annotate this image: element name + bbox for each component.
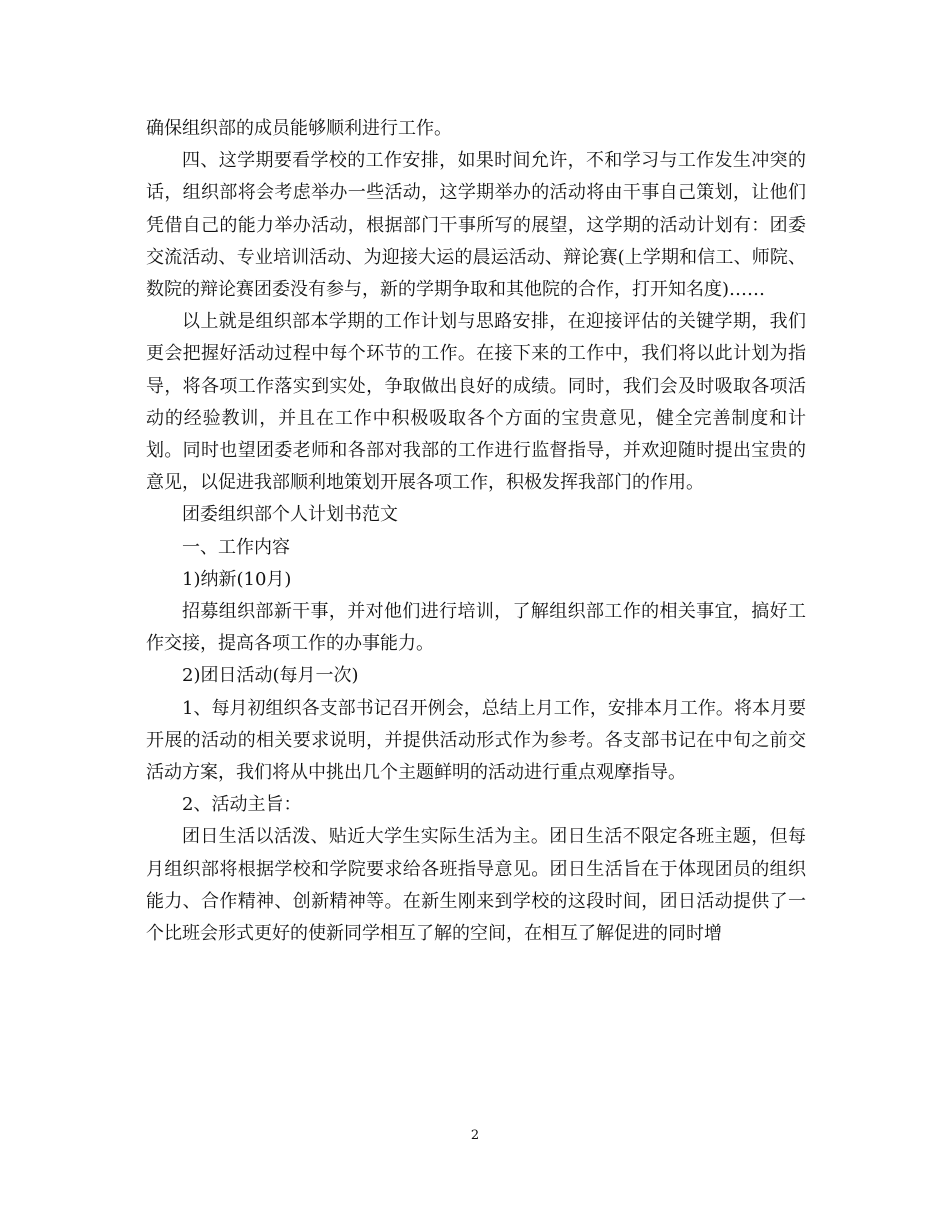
paragraph-recruitment: 招募组织部新干事，并对他们进行培训，了解组织部工作的相关事宜，搞好工作交接，提高各项工作的办事能力。 [146, 601, 806, 655]
paragraph-item-four: 四、这学期要看学校的工作安排，如果时间允许，不和学习与工作发生冲突的话，组织部将会考虑举办一些活动，这学期举办的活动将由干事自己策划，让他们凭借自己的能力举办活动，根据部门干事所写的展望，这学期的活动计划有：团委交流活动、专业培训活动、为迎接大运的晨运活动、辩论赛(上学期和信工、师院、数院的辩论赛团委没有参与，新的学期争取和其他院的合作，打开知名度)…… [146, 150, 806, 301]
subheading-recruitment: 1)纳新(10月) [182, 568, 292, 590]
paragraph-continuation: 确保组织部的成员能够顺利进行工作。 [146, 118, 452, 139]
page-number: 2 [470, 1128, 480, 1143]
heading-work-content: 一、工作内容 [182, 536, 290, 558]
paragraph-activity-purpose: 团日生活以活泼、贴近大学生实际生活为主。团日生活不限定各班主题，但每月组织部将根据学校和学院要求给各班指导意见。团日生活旨在于体现团员的组织能力、合作精神、创新精神等。在新生刚来到学校的这段时间，团日活动提供了一个比班会形式更好的使新同学相互了解的空间，在相互了解促进的同时增 [146, 826, 806, 945]
document-body [146, 113, 806, 950]
subheading-activity-purpose: 2、活动主旨： [182, 794, 302, 816]
section-title: 团委组织部个人计划书范文 [182, 504, 398, 526]
subheading-league-day: 2)团日活动(每月一次) [182, 665, 359, 687]
paragraph-summary: 以上就是组织部本学期的工作计划与思路安排，在迎接评估的关键学期，我们更会把握好活动过程中每个环节的工作。在接下来的工作中，我们将以此计划为指导，将各项工作落实到实处，争取做出良好的成绩。同时，我们会及时吸取各项活动的经验教训，并且在工作中积极吸取各个方面的宝贵意见，健全完善制度和计划。同时也望团委老师和各部对我部的工作进行监督指导，并欢迎随时提出宝贵的意见，以促进我部顺利地策划开展各项工作，积极发挥我部门的作用。 [146, 311, 806, 494]
paragraph-monthly-meeting: 1、每月初组织各支部书记召开例会，总结上月工作，安排本月工作。将本月要开展的活动的相关要求说明，并提供活动形式作为参考。各支部书记在中旬之前交活动方案，我们将从中挑出几个主题鲜明的活动进行重点观摩指导。 [146, 697, 806, 784]
